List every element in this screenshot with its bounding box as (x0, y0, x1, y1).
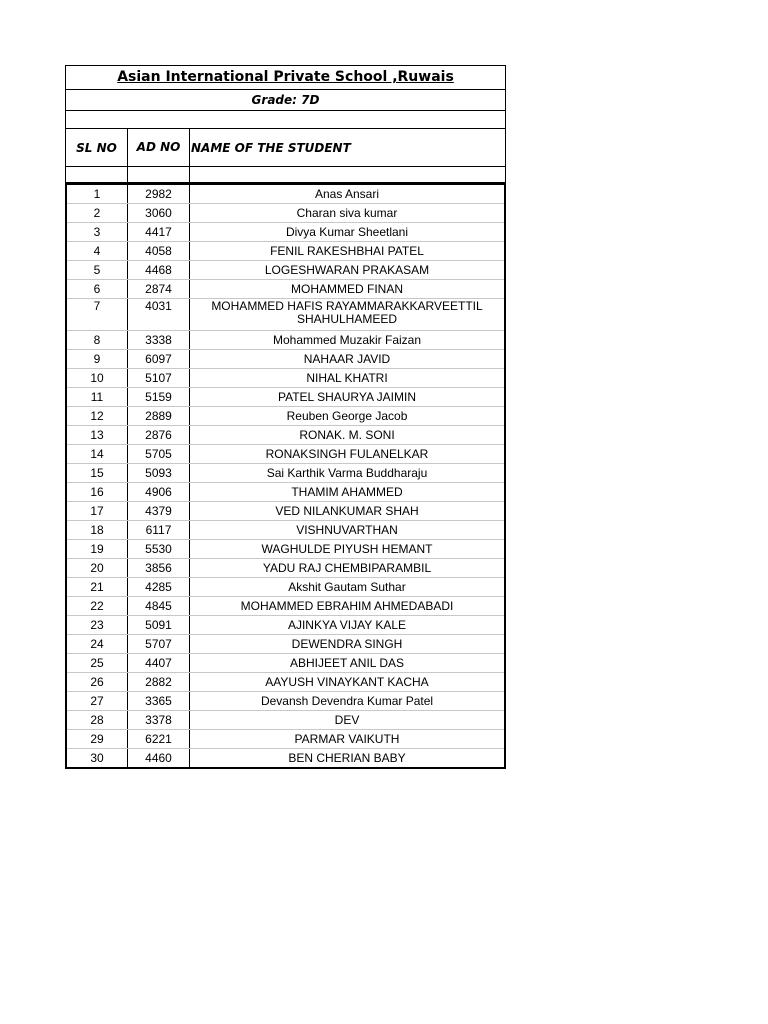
sl-no-cell: 5 (67, 261, 128, 279)
student-name-cell: PARMAR VAIKUTH (294, 732, 400, 746)
student-name-cell: VISHNUVARTHAN (296, 523, 398, 537)
student-name-cell: RONAKSINGH FULANELKAR (265, 447, 429, 461)
ad-no-cell: 6221 (128, 730, 190, 748)
table-row (67, 711, 504, 730)
student-name-cell: FENIL RAKESHBHAI PATEL (270, 244, 424, 258)
ad-no-cell: 5107 (128, 369, 190, 387)
ad-no-cell: 2882 (128, 673, 190, 691)
table-row (67, 445, 504, 464)
spacer-cell (128, 167, 190, 182)
table-row (67, 407, 504, 426)
table-row (67, 692, 504, 711)
table-row (67, 388, 504, 407)
sl-no-cell: 12 (67, 407, 128, 425)
sl-no-cell: 28 (67, 711, 128, 729)
spacer-cell (190, 167, 505, 182)
ad-no-cell: 4417 (128, 223, 190, 241)
sl-no-cell: 18 (67, 521, 128, 539)
sl-no-cell: 14 (67, 445, 128, 463)
table-row (67, 540, 504, 559)
sl-no-cell: 17 (67, 502, 128, 520)
ad-no-cell: 4906 (128, 483, 190, 501)
student-name-cell: Anas Ansari (314, 187, 380, 201)
student-name-cell: Sai Karthik Varma Buddharaju (266, 466, 428, 480)
ad-no-cell: 3365 (128, 692, 190, 710)
student-name-cell: AAYUSH VINAYKANT KACHA (265, 675, 429, 689)
header-block (65, 65, 506, 182)
sl-no-cell: 6 (67, 280, 128, 298)
table-row (67, 673, 504, 692)
student-name-cell: PATEL SHAURYA JAIMIN (277, 390, 417, 404)
ad-no-cell: 5530 (128, 540, 190, 558)
table-row (67, 483, 504, 502)
student-list-sheet (65, 65, 506, 769)
column-header-row (66, 129, 505, 167)
ad-no-cell: 3060 (128, 204, 190, 222)
ad-no-cell: 2874 (128, 280, 190, 298)
sl-no-cell: 25 (67, 654, 128, 672)
student-name-cell: LOGESHWARAN PRAKASAM (264, 263, 430, 277)
sl-no-cell: 1 (67, 185, 128, 203)
ad-no-cell: 2889 (128, 407, 190, 425)
ad-no-cell: 5093 (128, 464, 190, 482)
student-name-cell: YADU RAJ CHEMBIPARAMBIL (262, 561, 432, 575)
table-row (67, 502, 504, 521)
ad-no-cell: 4285 (128, 578, 190, 596)
sl-no-cell: 13 (67, 426, 128, 444)
student-name-cell: Devansh Devendra Kumar Patel (260, 694, 434, 708)
table-row (67, 654, 504, 673)
ad-no-cell: 5705 (128, 445, 190, 463)
student-name-cell: DEWENDRA SINGH (291, 637, 403, 651)
ad-no-cell: 6097 (128, 350, 190, 368)
student-name-cell: RONAK. M. SONI (299, 428, 395, 442)
table-row (67, 204, 504, 223)
ad-no-cell: 3378 (128, 711, 190, 729)
ad-no-cell: 3856 (128, 559, 190, 577)
sl-no-cell: 15 (67, 464, 128, 482)
ad-no-cell: 2982 (128, 185, 190, 203)
table-row (67, 578, 504, 597)
ad-no-cell: 5707 (128, 635, 190, 653)
sl-no-cell: 9 (67, 350, 128, 368)
table-row (67, 261, 504, 280)
ad-no-cell: 2876 (128, 426, 190, 444)
table-row (67, 280, 504, 299)
ad-no-header: AD NO (128, 129, 190, 166)
table-row (67, 223, 504, 242)
sl-no-cell: 19 (67, 540, 128, 558)
student-name-cell: NIHAL KHATRI (306, 371, 388, 385)
student-name-cell: VED NILANKUMAR SHAH (275, 504, 419, 518)
sl-no-cell: 24 (67, 635, 128, 653)
sl-no-cell: 4 (67, 242, 128, 260)
student-name-cell: Charan siva kumar (296, 206, 398, 220)
student-name-cell: WAGHULDE PIYUSH HEMANT (261, 542, 433, 556)
student-name-cell: ABHIJEET ANIL DAS (289, 656, 405, 670)
student-name-cell: MOHAMMED EBRAHIM AHMEDABADI (240, 599, 454, 613)
table-row (67, 730, 504, 749)
table-row (67, 426, 504, 445)
student-name-cell: Divya Kumar Sheetlani (285, 225, 409, 239)
student-name-cell: Reuben George Jacob (286, 409, 408, 423)
sl-no-cell: 26 (67, 673, 128, 691)
ad-no-cell: 4058 (128, 242, 190, 260)
table-row (67, 521, 504, 540)
student-name-cell: DEV (334, 713, 360, 727)
student-name-cell: NAHAAR JAVID (303, 352, 391, 366)
sl-no-cell: 7 (67, 299, 128, 330)
student-name-header: NAME OF THE STUDENT (191, 140, 351, 155)
table-row (67, 635, 504, 654)
table-row (67, 616, 504, 635)
ad-no-cell: 4468 (128, 261, 190, 279)
sl-no-header: SL NO (66, 129, 128, 166)
table-row (67, 185, 504, 204)
ad-no-cell: 5091 (128, 616, 190, 634)
sl-no-cell: 3 (67, 223, 128, 241)
student-name-cell: Akshit Gautam Suthar (288, 580, 406, 594)
table-row (67, 464, 504, 483)
sl-no-cell: 23 (67, 616, 128, 634)
ad-no-cell: 4407 (128, 654, 190, 672)
student-name-cell: MOHAMMED FINAN (291, 282, 403, 296)
blank-row (66, 111, 505, 129)
table-row (67, 749, 504, 767)
student-name-cell: BEN CHERIAN BABY (288, 751, 406, 765)
sl-no-cell: 29 (67, 730, 128, 748)
ad-no-cell: 4031 (128, 299, 190, 330)
sl-no-cell: 27 (67, 692, 128, 710)
table-row (67, 331, 504, 350)
sl-no-cell: 21 (67, 578, 128, 596)
ad-no-cell: 4379 (128, 502, 190, 520)
school-title: Asian International Private School ,Ruwais (66, 66, 505, 90)
sl-no-cell: 10 (67, 369, 128, 387)
table-row (67, 597, 504, 616)
spacer-row (66, 167, 505, 182)
ad-no-cell: 4460 (128, 749, 190, 767)
ad-no-cell: 3338 (128, 331, 190, 349)
ad-no-cell: 4845 (128, 597, 190, 615)
student-name-cell: Mohammed Muzakir Faizan (272, 333, 422, 347)
student-table-body (65, 182, 506, 769)
table-row (67, 559, 504, 578)
grade-label: Grade: 7D (66, 90, 505, 111)
spacer-cell (66, 167, 128, 182)
sl-no-cell: 30 (67, 749, 128, 767)
sl-no-cell: 8 (67, 331, 128, 349)
ad-no-cell: 5159 (128, 388, 190, 406)
sl-no-cell: 11 (67, 388, 128, 406)
student-name-cell: THAMIM AHAMMED (291, 485, 403, 499)
table-row (67, 299, 504, 331)
table-row (67, 369, 504, 388)
ad-no-cell: 6117 (128, 521, 190, 539)
sl-no-cell: 20 (67, 559, 128, 577)
table-row (67, 242, 504, 261)
student-name-cell: MOHAMMED HAFIS RAYAMMARAKKARVEETTIL SHAHULHAMEED (211, 299, 483, 326)
sl-no-cell: 16 (67, 483, 128, 501)
sl-no-cell: 22 (67, 597, 128, 615)
sl-no-cell: 2 (67, 204, 128, 222)
student-name-cell: AJINKYA VIJAY KALE (287, 618, 407, 632)
table-row (67, 350, 504, 369)
